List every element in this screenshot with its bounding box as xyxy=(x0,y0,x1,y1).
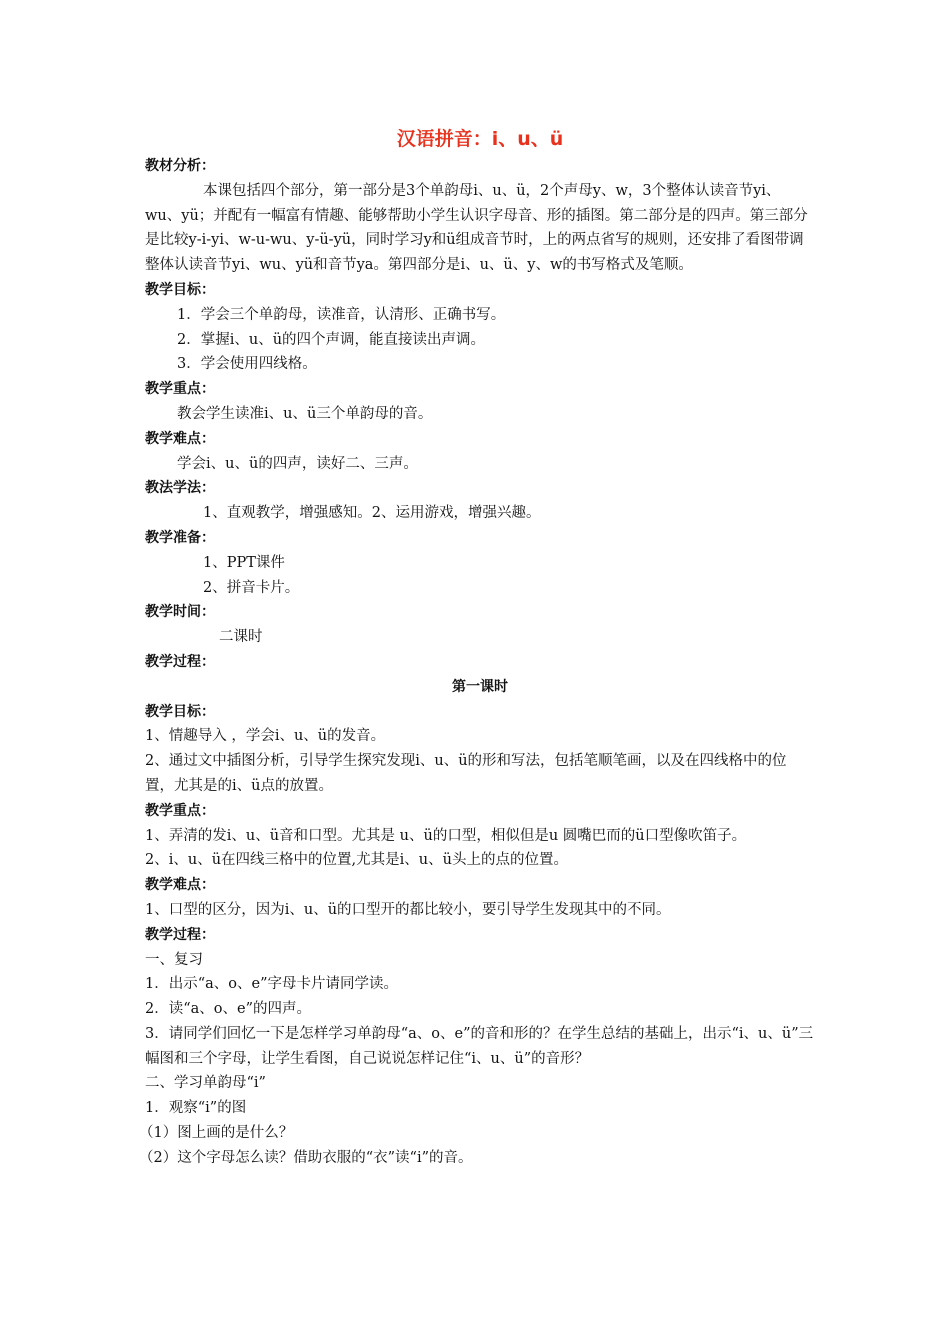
material-analysis-text: 本课包括四个部分，第一部分是3个单韵母i、u、ü，2个声母y、w，3个整体认读音节yi、wu、yü；并配有一幅富有情趣、能够帮助小学生认识字母音、形的插图。第二部分是的四声。第三部分是比较y-i-yi、w-u-wu、y-ü-yü，同时学习y和ü组成音节时，上的两点省写的规则，还安排了看图带调整体认读音节yi、wu、yü和音节ya。第四部分是i、u、ü、y、w的书写格式及笔顺。 xyxy=(145,182,808,274)
goal-item: 2．掌握i、u、ü的四个声调，能直接读出声调。 xyxy=(177,331,486,348)
heading-teaching-process: 教学过程： xyxy=(145,653,215,670)
teaching-method-text: 1、直观教学，增强感知。2、运用游戏，增强兴趣。 xyxy=(203,505,541,522)
heading-teaching-difficulty: 教学难点： xyxy=(145,430,215,447)
process-item: 1．观察“i”的图 xyxy=(145,1100,247,1117)
process-item: 3．请同学们回忆一下是怎样学习单韵母“a、o、e”的音和形的？在学生总结的基础上，出示“i、u、ü”三幅图和三个字母，让学生看图，自己说说怎样记住“i、u、ü”的音形？ xyxy=(145,1025,814,1067)
prep-item: 2、拼音卡片。 xyxy=(203,579,300,596)
heading-lesson1-difficulty: 教学难点： xyxy=(145,877,215,894)
heading-teaching-prep: 教学准备： xyxy=(145,529,215,546)
heading-teaching-time: 教学时间： xyxy=(145,604,215,621)
teaching-difficulty-text: 学会i、u、ü的四声，读好二、三声。 xyxy=(177,455,418,472)
process-item: 2．读“a、o、e”的四声。 xyxy=(145,1001,312,1018)
heading-teaching-key: 教学重点： xyxy=(145,381,215,398)
process-item: （2）这个字母怎么读？借助衣服的“衣”读“i”的音。 xyxy=(139,1149,473,1166)
heading-teaching-goals: 教学目标： xyxy=(145,281,215,298)
lesson1-key-item: 2、i、u、ü在四线三格中的位置,尤其是i、u、ü头上的点的位置。 xyxy=(145,852,568,869)
lesson1-key-item: 1、弄清的发i、u、ü音和口型。尤其是 u、ü的口型，相似但是u 圆嘴巴而的ü口型像吹笛子。 xyxy=(145,827,747,844)
process-item: 二、学习单韵母“i” xyxy=(145,1075,266,1092)
heading-lesson1-process: 教学过程： xyxy=(145,926,215,943)
process-item: 1．出示“a、o、e”字母卡片请同学读。 xyxy=(145,976,399,993)
teaching-time-text: 二课时 xyxy=(219,629,263,646)
heading-lesson1-goals: 教学目标： xyxy=(145,703,215,720)
document xyxy=(139,124,815,1171)
lesson1-difficulty-item: 1、口型的区分，因为i、u、ü的口型开的都比较小，要引导学生发现其中的不同。 xyxy=(145,901,671,918)
heading-teaching-method: 教法学法： xyxy=(145,480,215,497)
teaching-key-text: 教会学生读准i、u、ü三个单韵母的音。 xyxy=(177,405,433,422)
goal-item: 3．学会使用四线格。 xyxy=(177,356,317,373)
process-item: （1）图上画的是什么？ xyxy=(139,1125,294,1142)
document-title: 汉语拼音：i、u、ü xyxy=(396,128,564,150)
process-item: 一、复习 xyxy=(145,951,203,968)
prep-item: 1、PPT课件 xyxy=(203,554,285,571)
lesson1-goal-item: 1、情趣导入 ，学会i、u、ü的发音。 xyxy=(145,728,386,745)
lesson-one-title: 第一课时 xyxy=(452,678,508,695)
heading-material-analysis: 教材分析： xyxy=(145,158,215,174)
heading-lesson1-key: 教学重点： xyxy=(145,802,215,819)
lesson1-goal-item: 2、通过文中插图分析，引导学生探究发现i、u、ü的形和写法，包括笔顺笔画，以及在四线格中的位置，尤其是的i、ü点的放置。 xyxy=(145,753,787,794)
goal-item: 1．学会三个单韵母，读准音，认清形、正确书写。 xyxy=(177,306,506,323)
